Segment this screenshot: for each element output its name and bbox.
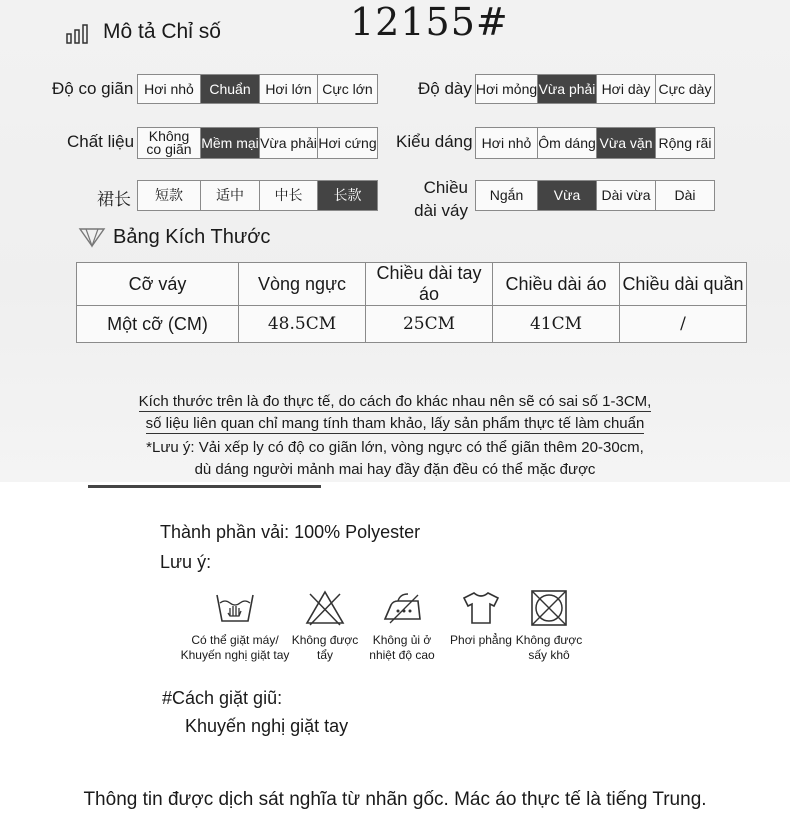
option-thickness-1: Hơi mỏng — [476, 75, 538, 103]
option-skirt-3: Dài vừa — [597, 181, 656, 210]
size-table-header — [77, 263, 747, 306]
care-label-no-bleach: Không được tẩy — [291, 633, 359, 662]
header-cell: Chiều dài áo — [493, 263, 620, 306]
attr-label-thickness: Độ dày — [418, 79, 472, 98]
attr-label-skirt-length: Chiều dài váy — [414, 178, 468, 220]
fabric-composition: Thành phần vải: 100% Polyester — [160, 522, 421, 542]
hand-wash-icon — [214, 589, 256, 627]
header-cell: Chiều dài tay áo — [366, 263, 493, 306]
option-fit-2: Ôm dáng — [538, 128, 597, 158]
option-material-3: Vừa phải — [260, 128, 318, 158]
divider — [88, 485, 321, 488]
option-skirt-cn-1: 短款 — [138, 181, 201, 210]
washing-title: #Cách giặt giũ: — [162, 688, 283, 708]
option-material-2: Mềm mại — [201, 128, 260, 158]
option-skirt-2: Vừa — [538, 181, 597, 210]
care-label-hand-wash: Có thể giặt máy/ Khuyến nghị giặt tay — [180, 633, 290, 662]
option-elasticity-1: Hơi nhỏ — [138, 75, 201, 103]
no-iron-icon — [382, 589, 424, 627]
option-elasticity-3: Hơi lớn — [260, 75, 318, 103]
header-cell: Vòng ngực — [239, 263, 366, 306]
option-fit-3: Vừa vặn — [597, 128, 656, 158]
option-group-fit — [475, 127, 715, 159]
care-label-no-iron: Không ủi ở nhiệt độ cao — [369, 633, 435, 662]
section-title-description: Mô tả Chỉ số — [103, 20, 221, 43]
size-table — [76, 262, 747, 343]
diamond-icon — [78, 226, 106, 248]
option-thickness-2: Vừa phải — [538, 75, 597, 103]
option-skirt-4: Dài — [674, 187, 696, 203]
measurement-note-2: số liệu liên quan chỉ mang tính tham khảo, lấy sản phẩm thực tế làm chuẩn — [145, 415, 645, 432]
attr-label-skirt-length-cn: 裙长 — [97, 190, 131, 209]
option-skirt-cn-3: 中长 — [260, 181, 318, 210]
header-cell: Chiều dài quần — [620, 263, 747, 306]
option-material-1: Không co giãn — [138, 128, 201, 158]
care-label-no-tumble-dry: Không được sấy khô — [515, 633, 583, 662]
sleeve-length-cell: 25CM — [366, 306, 493, 343]
option-thickness-4: Cực dày — [658, 80, 712, 97]
option-group-elasticity — [137, 74, 378, 104]
flat-dry-icon — [460, 589, 502, 627]
header-cell: Cỡ váy — [77, 263, 239, 306]
washing-instruction: Khuyến nghị giặt tay — [185, 716, 349, 736]
pants-length-cell: / — [620, 306, 747, 343]
footer-note: Thông tin được dịch sát nghĩa từ nhãn gốc. Mác áo thực tế là tiếng Trung. — [83, 789, 707, 810]
option-group-skirt-length — [475, 180, 715, 211]
bust-cell: 48.5CM — [239, 306, 366, 343]
attr-label-fit: Kiểu dáng — [396, 132, 473, 151]
size-cell: Một cỡ (CM) — [77, 306, 239, 343]
no-tumble-dry-icon — [528, 589, 570, 627]
care-label-flat-dry: Phơi phẳng — [450, 633, 512, 647]
pleat-note-1: *Lưu ý: Vải xếp ly có độ co giãn lớn, vòng ngực có thể giãn thêm 20-30cm, — [146, 439, 644, 456]
measurement-note-1: Kích thước trên là đo thực tế, do cách đo khác nhau nên sẽ có sai số 1-3CM, — [138, 393, 652, 410]
option-fit-4: Rộng rãi — [658, 134, 712, 151]
attr-label-elasticity: Độ co giãn — [52, 79, 134, 98]
pleat-note-2: dù dáng người mảnh mai hay đầy đặn đều có thể mặc được — [194, 461, 596, 478]
no-bleach-icon — [304, 589, 346, 627]
table-row — [77, 306, 747, 343]
option-skirt-1: Ngắn — [476, 181, 538, 210]
bar-chart-icon — [66, 24, 90, 44]
option-group-material — [137, 127, 378, 159]
option-elasticity-2: Chuẩn — [201, 75, 260, 103]
product-code: 12155# — [350, 0, 509, 44]
attr-label-material: Chất liệu — [67, 132, 135, 151]
care-title: Lưu ý: — [160, 552, 212, 572]
size-chart-title: Bảng Kích Thước — [113, 226, 271, 248]
option-group-skirt-length-cn — [137, 180, 378, 211]
option-skirt-cn-2: 适中 — [201, 181, 260, 210]
option-elasticity-4: Cực lớn — [322, 80, 373, 97]
option-group-thickness — [475, 74, 715, 104]
option-thickness-3: Hơi dày — [597, 75, 656, 103]
option-fit-1: Hơi nhỏ — [476, 128, 538, 158]
option-skirt-cn-4: 长款 — [318, 181, 377, 210]
length-cell: 41CM — [493, 306, 620, 343]
option-material-4: Hơi cứng — [318, 134, 377, 151]
